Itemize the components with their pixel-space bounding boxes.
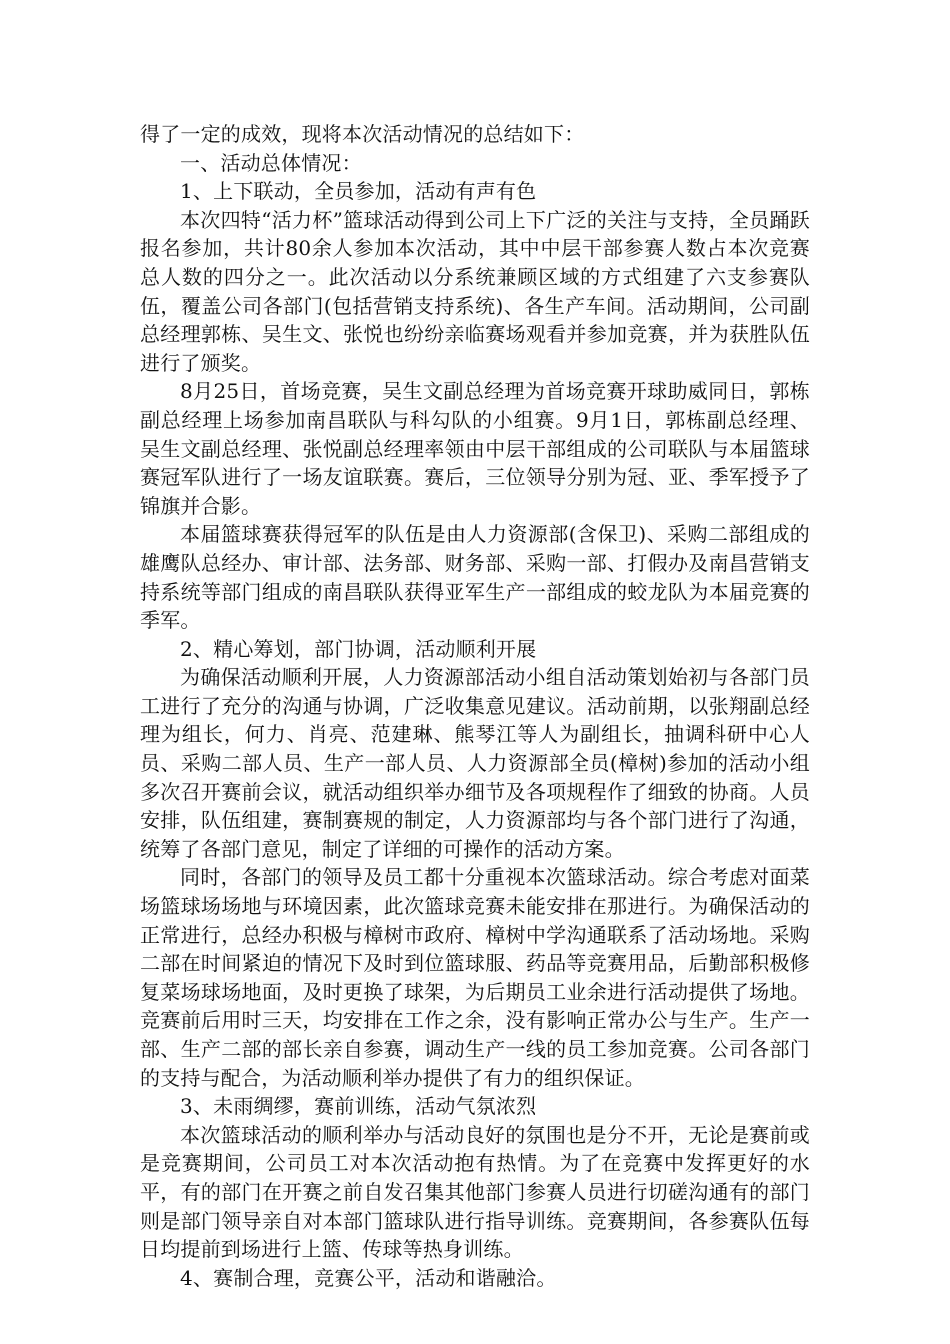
paragraph-schedule: 8月25日，首场竞赛，吴生文副总经理为首场竞赛开球助威同日，郭栋副总经理上场参加南昌联队与科勾队的小组赛。9月1日，郭栋副总经理、吴生文副总经理、张悦副总经理率领由中层干部组成的公司联队与本届篮球赛冠军队进行了一场友谊联赛。赛后，三位领导分别为冠、亚、季军授予了锦旗并合影。: [140, 379, 810, 518]
paragraph-training: 本次篮球活动的顺利举办与活动良好的氛围也是分不开，无论是赛前或是竞赛期间，公司员工对本次活动抱有热情。为了在竞赛中发挥更好的水平，有的部门在开赛之前自发召集其他部门参赛人员进行切磋沟通有的部门则是部门领导亲自对本部门篮球队进行指导训练。竞赛期间，各参赛队伍每日均提前到场进行上篮、传球等热身训练。: [140, 1122, 810, 1262]
subheading-3: 3、未雨绸缪，赛前训练，活动气氛浓烈: [180, 1094, 537, 1119]
section-heading-overview: 一、活动总体情况：: [180, 150, 362, 175]
paragraph-participation: 本次四特“活力杯”篮球活动得到公司上下广泛的关注与支持，全员踊跃报名参加，共计80余人参加本次活动，其中中层干部参赛人数占本次竞赛总人数的四分之一。此次活动以分系统兼顾区域的方式组建了六支参赛队伍，覆盖公司各部门(包括营销支持系统)、各生产车间。活动期间，公司副总经理郭栋、吴生文、张悦也纷纷亲临赛场观看并参加竞赛，并为获胜队伍进行了颁奖。: [140, 207, 810, 375]
paragraph-intro-continuation: 得了一定的成效，现将本次活动情况的总结如下：: [140, 122, 585, 146]
subheading-2: 2、精心筹划，部门协调，活动顺利开展: [180, 636, 537, 661]
subheading-4: 4、赛制合理，竞赛公平，活动和谐融洽。: [180, 1265, 557, 1290]
document-body: [140, 120, 810, 1292]
subheading-1: 1、上下联动，全员参加，活动有声有色: [180, 179, 537, 204]
paragraph-coordination: 同时，各部门的领导及员工都十分重视本次篮球活动。综合考虑对面菜场篮球场场地与环境因素，此次篮球竞赛未能安排在那进行。为确保活动的正常进行，总经办积极与樟树市政府、樟树中学沟通联系了活动场地。采购二部在时间紧迫的情况下及时到位篮球服、药品等竞赛用品，后勤部积极修复菜场球场地面，及时更换了球架，为后期员工业余进行活动提供了场地。竞赛前后用时三天，均安排在工作之余，没有影响正常办公与生产。生产一部、生产二部的部长亲自参赛，调动生产一线的员工参加竞赛。公司各部门的支持与配合，为活动顺利举办提供了有力的组织保证。: [140, 865, 810, 1090]
paragraph-planning: 为确保活动顺利开展，人力资源部活动小组自活动策划始初与各部门员工进行了充分的沟通与协调，广泛收集意见建议。活动前期，以张翔副总经理为组长，何力、肖亮、范建琳、熊琴江等人为副组长，抽调科研中心人员、采购二部人员、生产一部人员、人力资源部全员(樟树)参加的活动小组多次召开赛前会议，就活动组织举办细节及各项规程作了细致的协商。人员安排，队伍组建，赛制赛规的制定，人力资源部均与各个部门进行了沟通，统筹了各部门意见，制定了详细的可操作的活动方案。: [140, 665, 810, 861]
paragraph-results: 本届篮球赛获得冠军的队伍是由人力资源部(含保卫)、采购二部组成的雄鹰队总经办、审计部、法务部、财务部、采购一部、打假办及南昌营销支持系统等部门组成的南昌联队获得亚军生产一部组成的蛟龙队为本届竞赛的季军。: [140, 522, 810, 633]
